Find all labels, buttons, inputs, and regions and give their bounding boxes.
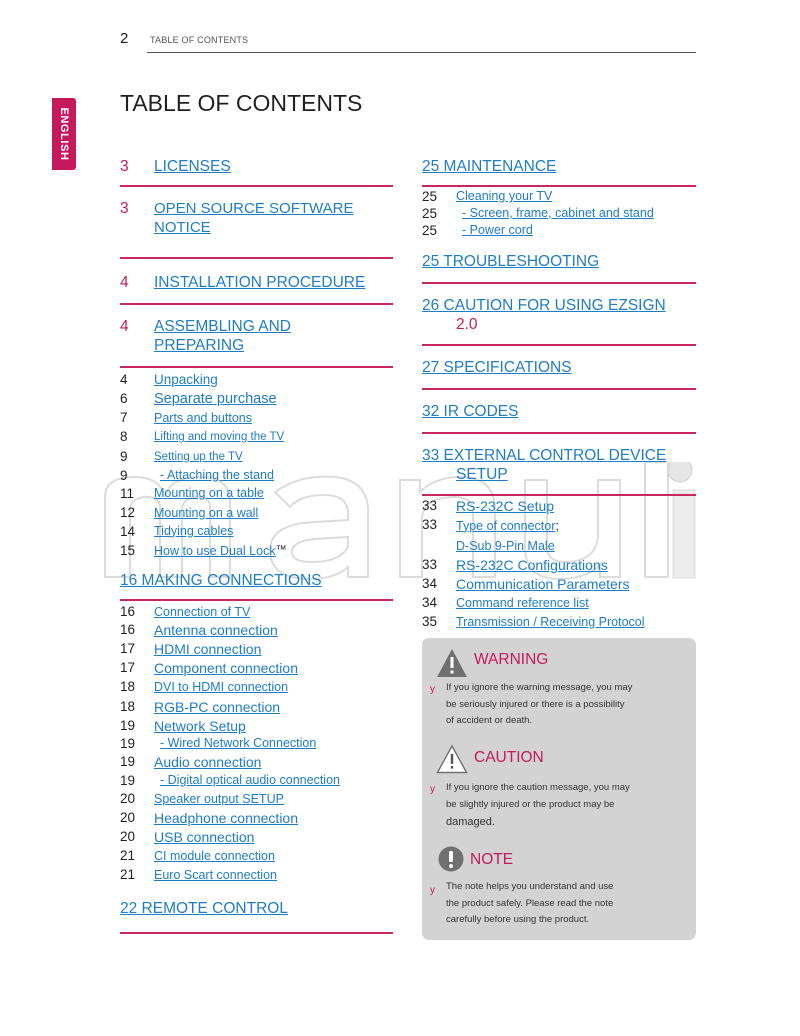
page-title: TABLE OF CONTENTS [120, 90, 363, 116]
toc-item[interactable]: 19 Network Setup [120, 717, 246, 734]
toc-item[interactable]: 21 CI module connection [120, 848, 275, 863]
toc-section-specifications[interactable] [422, 358, 696, 390]
section-link[interactable]: LICENSES [154, 158, 231, 175]
toc-item[interactable]: 20 USB connection [120, 828, 255, 845]
section-link[interactable] [154, 199, 353, 237]
running-title: TABLE OF CONTENTS [150, 35, 249, 45]
toc-item[interactable]: 7 Parts and buttons [120, 410, 252, 425]
toc-item[interactable]: 35 Transmission / Receiving Protocol [422, 613, 645, 629]
section-page: 4 [120, 274, 129, 291]
toc-item[interactable]: 16 Antenna connection [120, 622, 278, 638]
section-link-line2[interactable]: PREPARING [154, 337, 245, 354]
section-page: 3 [120, 200, 129, 217]
toc-right-column [422, 155, 696, 631]
toc-section-open-source[interactable] [120, 199, 393, 259]
toc-item[interactable]: 12 Mounting on a wall [120, 504, 259, 520]
section-link[interactable]: 22 REMOTE CONTROL [120, 899, 288, 917]
language-tab-label: ENGLISH [58, 107, 70, 161]
section-page: 4 [120, 318, 129, 335]
section-link[interactable]: 32 IR CODES [422, 403, 519, 420]
external-control-subitems [422, 497, 696, 631]
section-link[interactable]: 16 MAKING CONNECTIONS [120, 571, 322, 589]
caution-title: CAUTION [474, 749, 544, 766]
note-title: NOTE [470, 851, 514, 868]
bullet-marker: y [430, 684, 435, 695]
warning-filled-triangle-icon [436, 648, 468, 678]
warning-title: WARNING [474, 651, 549, 668]
toc-item[interactable]: 16 Connection of TV [120, 603, 251, 619]
toc-left-column [120, 155, 393, 934]
connection-subitems [120, 603, 393, 885]
page-number: 2 [120, 30, 129, 47]
toc-section-remote-control[interactable] [120, 899, 393, 934]
toc-item[interactable]: 18 DVI to HDMI connection [120, 679, 289, 694]
toc-section-troubleshooting[interactable] [422, 252, 696, 284]
toc-item[interactable]: 21 Euro Scart connection [120, 867, 277, 882]
toc-item[interactable]: 8 Lifting and moving the TV [120, 429, 285, 444]
bullet-marker: y [430, 885, 435, 896]
section-link-line2[interactable]: NOTICE [154, 219, 211, 236]
toc-item[interactable]: 17 HDMI connection [120, 640, 262, 657]
toc-item[interactable]: 4 Unpacking [120, 372, 218, 387]
toc-item[interactable]: 25 - Screen, frame, cabinet and stand [422, 206, 654, 221]
section-link[interactable]: 26 CAUTION FOR USING EZSIGN [422, 297, 666, 314]
section-link-line2[interactable]: 2.0 [456, 316, 478, 333]
toc-item[interactable]: 18 RGB-PC connection [120, 698, 281, 715]
section-link[interactable]: 25 TROUBLESHOOTING [422, 253, 600, 270]
toc-item[interactable]: 11 Mounting on a table [120, 485, 264, 501]
toc-section-licenses[interactable] [120, 155, 393, 187]
warning-text: If you ignore the warning message, you may be seriously injured or there is a possibility of accident or death. [446, 682, 633, 726]
semicolon: ; [555, 518, 559, 533]
section-link[interactable]: 33 EXTERNAL CONTROL DEVICE [422, 447, 667, 464]
header-divider [147, 52, 696, 53]
toc-section-maintenance[interactable] [422, 155, 696, 187]
section-link[interactable]: 25 MAINTENANCE [422, 158, 557, 175]
toc-item[interactable]: 33 RS-232C Configurations [422, 556, 608, 573]
toc-item[interactable]: 14 Tidying cables [120, 523, 234, 539]
safety-notice-box [422, 638, 696, 940]
toc-item[interactable]: 19 - Digital optical audio connection [120, 773, 340, 788]
section-page: 3 [120, 158, 129, 175]
toc-item[interactable]: 34 Communication Parameters [422, 576, 630, 592]
toc-item[interactable]: 19 - Wired Network Connection [120, 736, 317, 751]
section-link[interactable]: 27 SPECIFICATIONS [422, 359, 572, 376]
toc-item[interactable]: 9 Setting up the TV [120, 448, 243, 464]
toc-section-installation[interactable] [120, 273, 393, 305]
toc-section-assembling[interactable] [120, 317, 393, 368]
toc-section-ezsign[interactable] [422, 296, 696, 346]
toc-item[interactable]: 25 - Power cord [422, 223, 533, 238]
language-tab [52, 98, 76, 170]
toc-section-external-control[interactable] [422, 446, 696, 496]
bullet-marker: y [430, 784, 435, 795]
toc-section-making-connections[interactable] [120, 571, 393, 601]
toc-item[interactable]: 19 Audio connection [120, 754, 262, 770]
toc-item[interactable]: 34 Command reference list [422, 595, 589, 610]
toc-item[interactable]: 20 Speaker output SETUP [120, 791, 284, 806]
trademark-symbol: ™ [275, 543, 287, 556]
toc-item[interactable]: 17 Component connection [120, 660, 298, 676]
section-link[interactable]: INSTALLATION PROCEDURE [154, 274, 366, 291]
toc-item-line2[interactable]: D-Sub 9-Pin Male [456, 538, 555, 553]
toc-section-ir-codes[interactable] [422, 402, 696, 434]
caution-outline-triangle-icon [436, 744, 468, 774]
toc-item[interactable]: 25 Cleaning your TV [422, 189, 553, 204]
toc-item[interactable]: 33 RS-232C Setup [422, 498, 555, 514]
section-link-line1[interactable]: OPEN SOURCE SOFTWARE [154, 200, 354, 217]
toc-item[interactable]: 6 Separate purchase [120, 390, 277, 407]
maintenance-subitems [422, 188, 696, 239]
toc-item[interactable]: 9 - Attaching the stand [120, 467, 274, 483]
toc-item[interactable]: 20 Headphone connection [120, 810, 299, 826]
section-link-line1[interactable]: ASSEMBLING AND [154, 318, 291, 335]
toc-item[interactable]: 33 Type of connector; D-Sub 9-Pin Male [422, 516, 559, 553]
section-link-line2[interactable]: SETUP [456, 466, 508, 483]
note-text: The note helps you understand and use the product safely. Please read the note carefully before using the product. [446, 881, 614, 925]
note-exclamation-circle-icon [438, 846, 464, 872]
caution-text: If you ignore the caution message, you may be slightly injured or the product may be damaged. [446, 782, 630, 828]
assembling-subitems [120, 371, 393, 562]
section-link[interactable] [154, 317, 291, 355]
toc-item[interactable]: 15 How to use Dual Lock™ [120, 542, 287, 558]
